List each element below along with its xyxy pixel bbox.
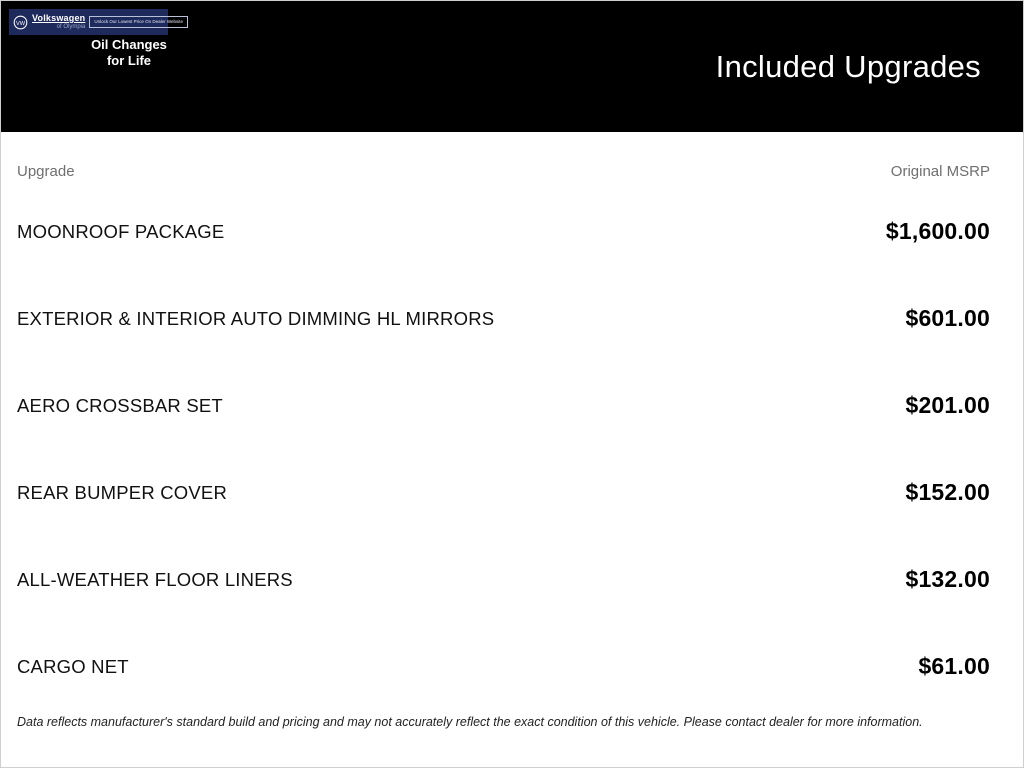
disclaimer-text: Data reflects manufacturer's standard build and pricing and may not accurately reflect the exact condition of this vehicle. Please contact dealer for more information. — [17, 715, 923, 729]
upgrade-name: MOONROOF PACKAGE — [17, 220, 225, 242]
column-header-upgrade: Upgrade — [17, 163, 75, 180]
page-title: Included Upgrades — [715, 49, 981, 84]
upgrade-msrp: $201.00 — [905, 392, 990, 418]
upgrade-name: CARGO NET — [17, 655, 129, 677]
table-row — [17, 188, 990, 275]
upgrade-msrp: $1,600.00 — [885, 218, 990, 244]
table-row — [17, 536, 990, 623]
upgrade-name: ALL-WEATHER FLOOR LINERS — [17, 568, 293, 590]
table-row — [17, 275, 990, 362]
column-header-msrp: Original MSRP — [890, 163, 990, 180]
table-row — [17, 362, 990, 449]
upgrade-msrp: $61.00 — [918, 653, 990, 679]
upgrade-name: EXTERIOR & INTERIOR AUTO DIMMING HL MIRRORS — [17, 307, 495, 329]
upgrade-name: AERO CROSSBAR SET — [17, 394, 223, 416]
table-column-headers — [17, 132, 990, 180]
tagline-line-2: for Life — [106, 53, 152, 69]
dealer-banner[interactable] — [9, 9, 184, 35]
dealer-brand-sub: of Olympia — [56, 24, 86, 30]
table-row — [17, 449, 990, 536]
upgrades-table — [1, 132, 1023, 729]
upgrade-rows — [17, 188, 990, 710]
vw-logo-icon — [13, 15, 28, 30]
upgrade-msrp: $601.00 — [905, 305, 990, 331]
dealer-brand-name: Volkswagen — [32, 13, 86, 23]
hero-header — [1, 1, 1023, 132]
table-row — [17, 623, 990, 710]
tagline-line-1: Oil Changes — [91, 37, 167, 52]
upgrade-msrp: $132.00 — [905, 566, 990, 592]
upgrade-msrp: $152.00 — [905, 479, 990, 505]
upgrade-name: REAR BUMPER COVER — [17, 481, 228, 503]
dealer-cta-button[interactable]: Unlock Our Lowest Price On Dealer Website — [89, 16, 188, 29]
oil-changes-tagline — [71, 37, 187, 70]
svg-text:VW: VW — [15, 20, 26, 27]
dealer-brand — [32, 14, 85, 30]
